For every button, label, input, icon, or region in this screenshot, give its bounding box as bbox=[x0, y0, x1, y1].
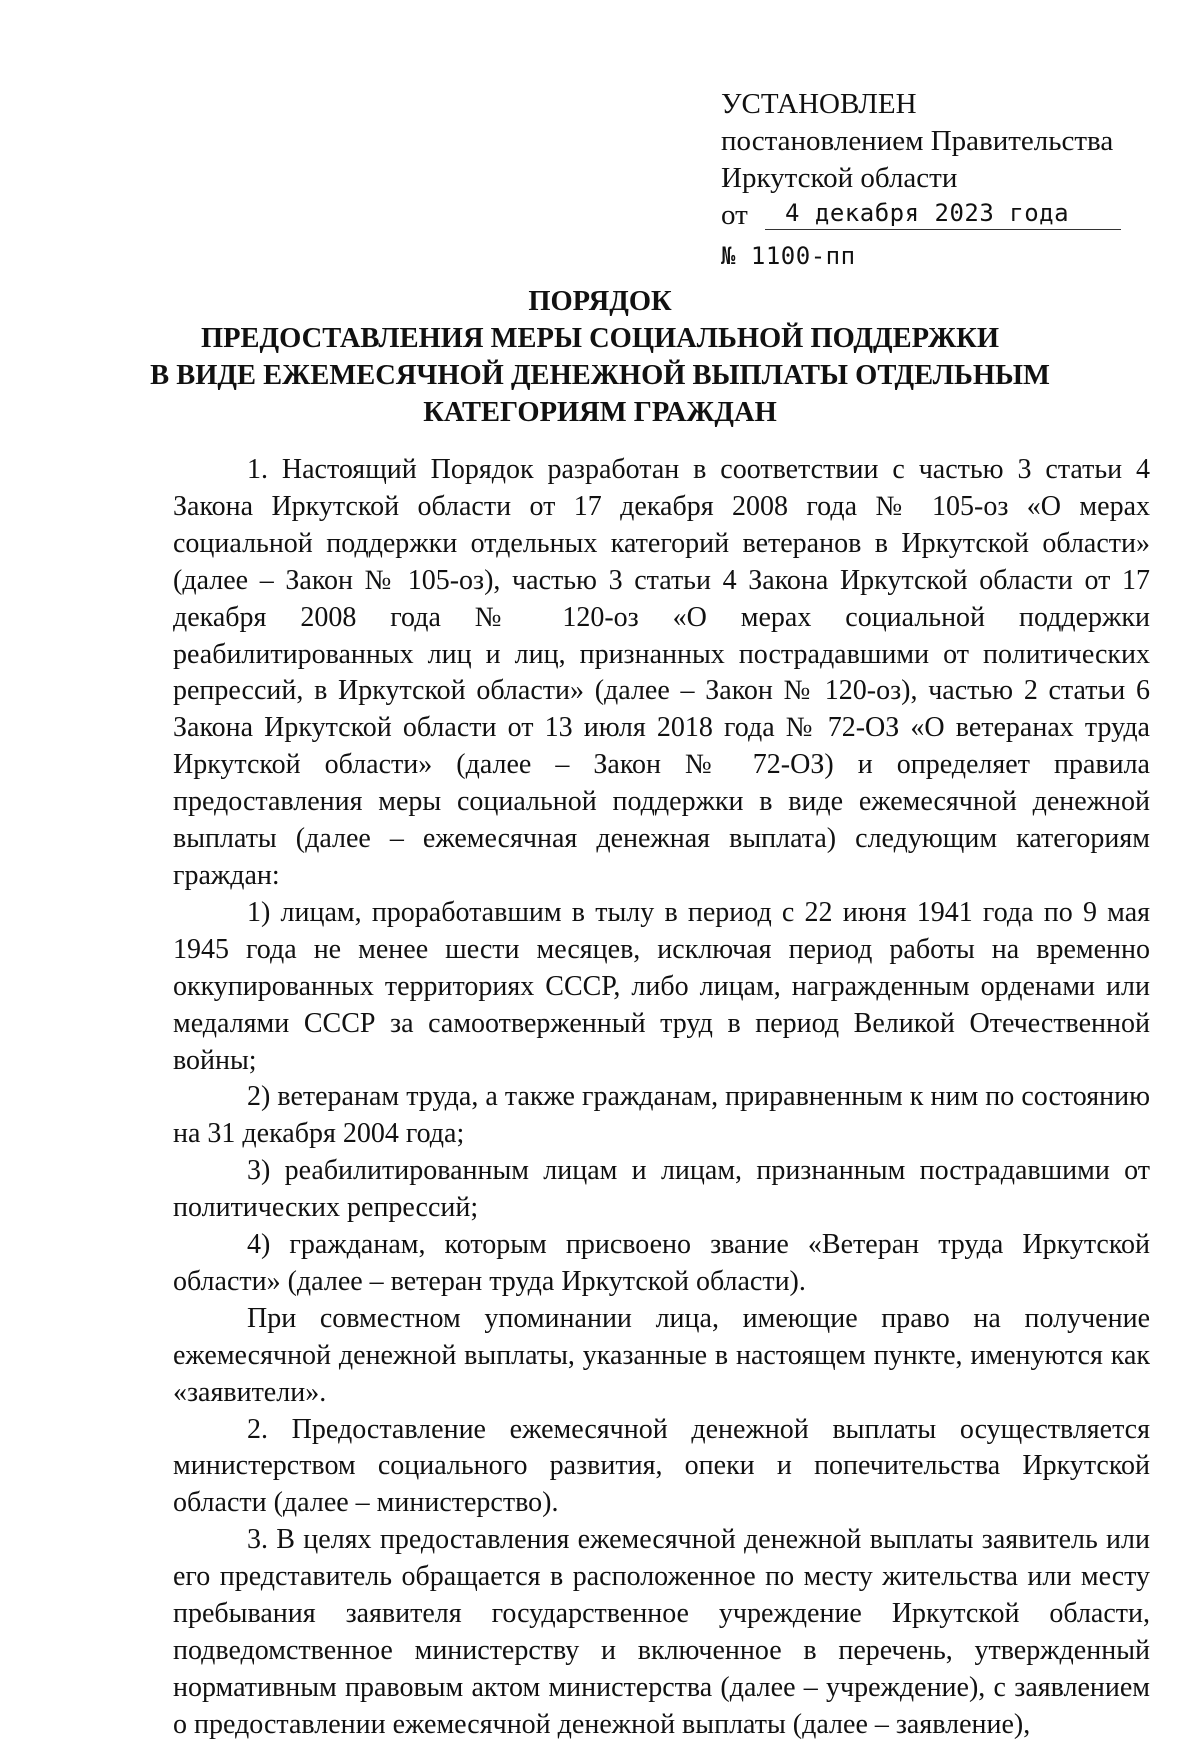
paragraph-3: 3. В целях предоставления ежемесячной денежной выплаты заявитель или его представитель обращается в расположенное по месту жительства или месту пребывания заявителя государственное учреждение Иркутской области, подведомственное министерству и включенное в перечень, утвержденный нормативным правовым актом министерства (далее – учреждение), с заявлением о предоставлении ежемесячной денежной выплаты (далее – заявление), bbox=[173, 1524, 1150, 1740]
approval-stamp-block bbox=[721, 86, 1121, 275]
approval-date: 4 декабря 2023 года bbox=[765, 197, 1121, 230]
paragraph-item-1: 1) лицам, проработавшим в тылу в период с 22 июня 1941 года по 9 мая 1945 года не менее шести месяцев, исключая период работы на временно оккупированных территориях СССР, либо лицам, награжденным орденами или медалями СССР за самоотверженный труд в период Великой Отечественной войны; bbox=[173, 896, 1150, 1076]
approval-date-line bbox=[721, 197, 1121, 234]
paragraph-item-3: 3) реабилитированным лицам и лицам, признанным пострадавшими от политических репрессий; bbox=[173, 1155, 1150, 1224]
document-body bbox=[173, 452, 1150, 1744]
paragraph-applicants-note: При совместном упоминании лица, имеющие право на получение ежемесячной денежной выплаты, указанные в настоящем пункте, именуются как «заявители». bbox=[173, 1302, 1150, 1408]
paragraph-item-4: 4) гражданам, которым присвоено звание «Ветеран труда Иркутской области» (далее – ветеран труда Иркутской области). bbox=[173, 1229, 1150, 1297]
paragraph-2: 2. Предоставление ежемесячной денежной выплаты осуществляется министерством социального развития, опеки и попечительства Иркутской области (далее – министерство). bbox=[173, 1413, 1150, 1519]
document-title bbox=[150, 283, 1050, 431]
approval-authority: постановлением Правительства bbox=[721, 125, 1114, 157]
title-line-2: ПРЕДОСТАВЛЕНИЯ МЕРЫ СОЦИАЛЬНОЙ ПОДДЕРЖКИ bbox=[200, 323, 1000, 354]
approval-number: № 1100-пп bbox=[721, 242, 856, 270]
paragraph-item-2: 2) ветеранам труда, а также гражданам, приравненным к ним по состоянию на 31 декабря 2004 года; bbox=[173, 1081, 1150, 1150]
paragraph-1: 1. Настоящий Порядок разработан в соответствии с частью 3 статьи 4 Закона Иркутской области от 17 декабря 2008 года № 105-оз «О мерах социальной поддержки отдельных категорий ветеранов в Иркутской области» (далее – Закон № 105-оз), частью 3 статьи 4 Закона Иркутской области от 17 декабря 2008 года № 120-оз «О мерах социальной поддержки реабилитированных лиц и лиц, признанных пострадавшими от политических репрессий, в Иркутской области» (далее – Закон № 120-оз), частью 2 статьи 6 Закона Иркутской области от 13 июля 2018 года № 72-ОЗ «О ветеранах труда Иркутской области» (далее – Закон № 72-ОЗ) и определяет правила предоставления меры социальной поддержки в виде ежемесячной денежной выплаты (далее – ежемесячная денежная выплата) следующим категориям граждан: bbox=[173, 454, 1150, 891]
title-line-1: ПОРЯДОК bbox=[528, 286, 672, 317]
title-line-4: КАТЕГОРИЯМ ГРАЖДАН bbox=[423, 397, 777, 428]
approval-region: Иркутской области bbox=[721, 162, 958, 194]
approval-date-prefix: от bbox=[721, 199, 748, 231]
approval-heading: УСТАНОВЛЕН bbox=[721, 88, 917, 120]
title-line-3: В ВИДЕ ЕЖЕМЕСЯЧНОЙ ДЕНЕЖНОЙ ВЫПЛАТЫ ОТДЕЛЬНЫМ bbox=[150, 360, 1050, 391]
